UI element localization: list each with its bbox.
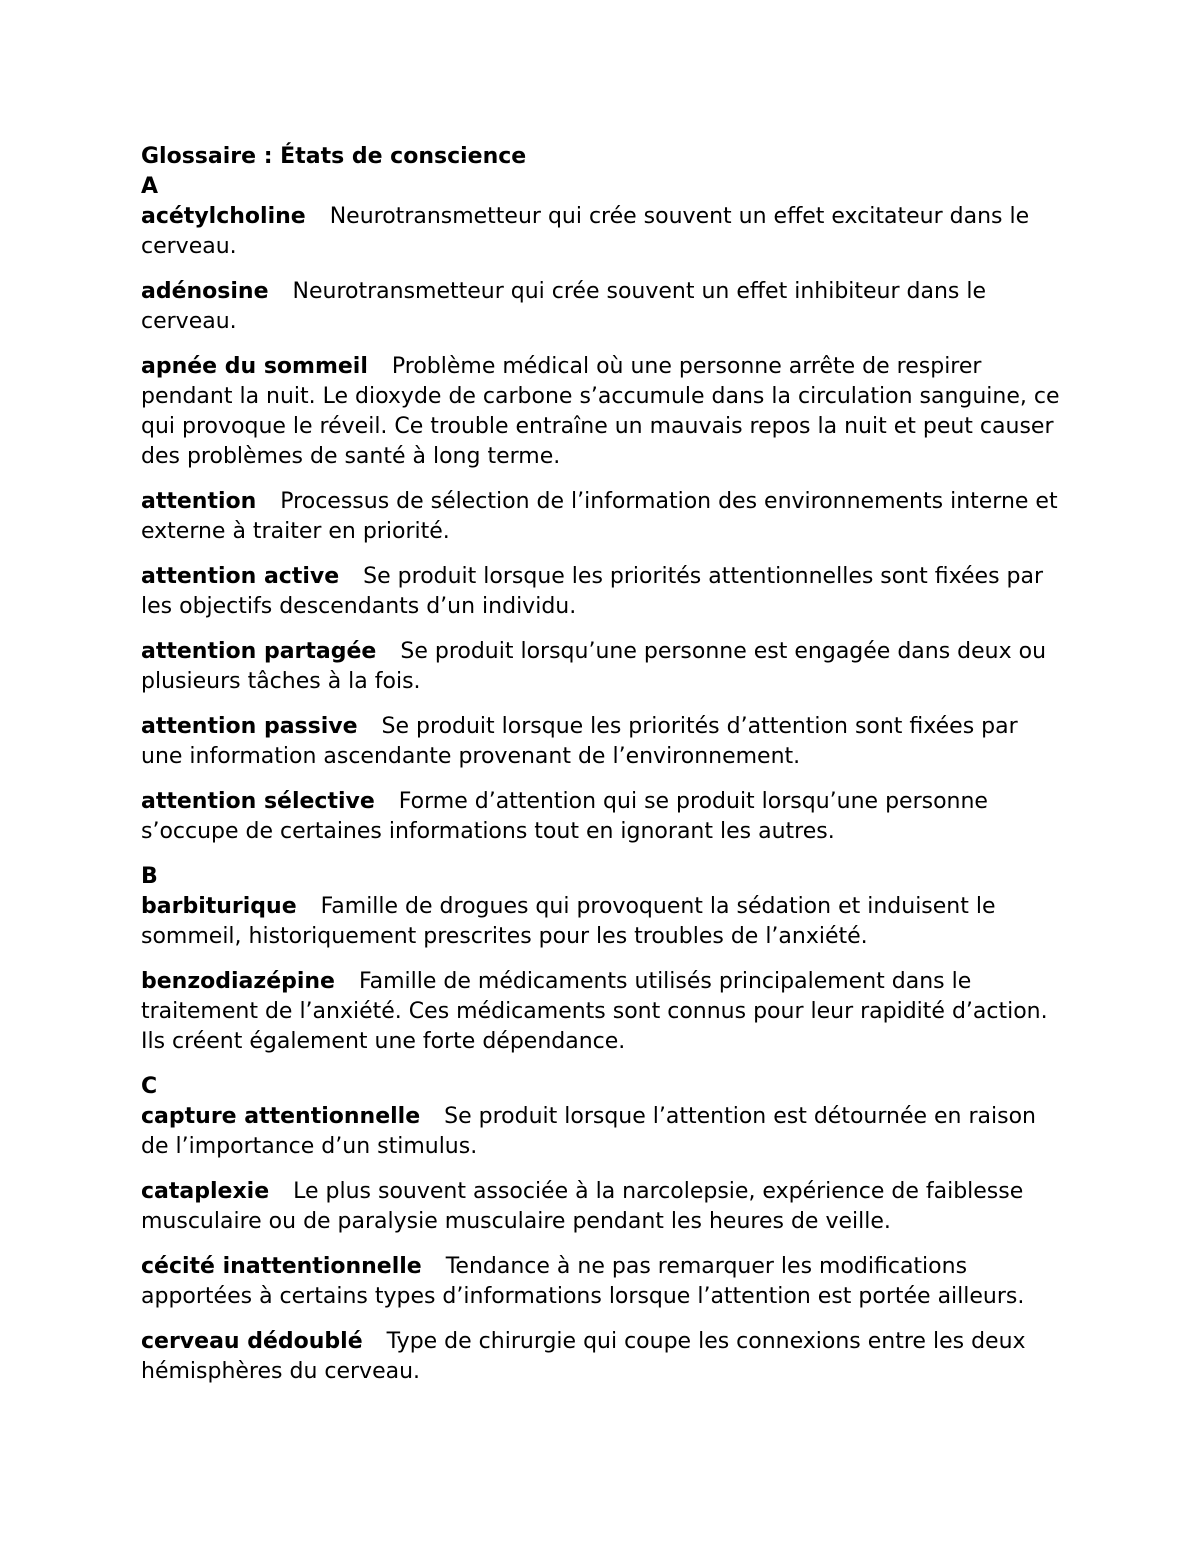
glossary-entry — [141, 277, 1066, 337]
glossary-entry — [141, 712, 1066, 772]
glossary-term: attention partagée — [141, 639, 377, 664]
glossary-section-a — [141, 172, 1066, 847]
glossary-definition: Se produit lorsqu’une personne est engagée dans deux ou plusieurs tâches à la fois. — [141, 639, 1047, 694]
glossary-definition: Se produit lorsque les priorités d’attention sont fixées par une information ascendante provenant de l’environnement. — [141, 714, 1018, 769]
glossary-entry — [141, 352, 1066, 472]
glossary-definition: Famille de médicaments utilisés principalement dans le traitement de l’anxiété. Ces médicaments sont connus pour leur rapidité d’action. Ils créent également une forte dépendance. — [141, 969, 1048, 1054]
document-title: Glossaire : États de conscience — [141, 144, 527, 169]
glossary-section-b — [141, 862, 1066, 1057]
glossary-definition: Type de chirurgie qui coupe les connexions entre les deux hémisphères du cerveau. — [141, 1329, 1026, 1384]
glossary-term: apnée du sommeil — [141, 354, 368, 379]
glossary-term: barbiturique — [141, 894, 297, 919]
section-letter: B — [141, 864, 158, 889]
glossary-entry — [141, 1252, 1066, 1312]
glossary-term: cataplexie — [141, 1179, 270, 1204]
glossary-definition: Neurotransmetteur qui crée souvent un effet inhibiteur dans le cerveau. — [141, 279, 987, 334]
glossary-term: attention passive — [141, 714, 358, 739]
glossary-entry — [141, 1327, 1066, 1387]
glossary-definition: Forme d’attention qui se produit lorsqu’une personne s’occupe de certaines informations tout en ignorant les autres. — [141, 789, 988, 844]
section-letter: A — [141, 174, 159, 199]
glossary-entry — [141, 487, 1066, 547]
glossary-entry — [141, 892, 1066, 952]
glossary-term: adénosine — [141, 279, 269, 304]
glossary-term: attention sélective — [141, 789, 375, 814]
glossary-entry — [141, 967, 1066, 1057]
glossary-entry — [141, 1102, 1066, 1162]
glossary-definition: Tendance à ne pas remarquer les modifications apportées à certains types d’informations lorsque l’attention est portée ailleurs. — [141, 1254, 1025, 1309]
glossary-definition: Problème médical où une personne arrête de respirer pendant la nuit. Le dioxyde de carbone s’accumule dans la circulation sanguine, ce qui provoque le réveil. Ce trouble entraîne un mauvais repos la nuit et peut causer des problèmes de santé à long terme. — [141, 354, 1060, 469]
glossary-term: attention — [141, 489, 257, 514]
glossary-term: acétylcholine — [141, 204, 306, 229]
glossary-term: benzodiazépine — [141, 969, 335, 994]
glossary-definition: Famille de drogues qui provoquent la sédation et induisent le sommeil, historiquement prescrites pour les troubles de l’anxiété. — [141, 894, 996, 949]
glossary-entry — [141, 787, 1066, 847]
section-letter: C — [141, 1074, 158, 1099]
glossary-entry — [141, 562, 1066, 622]
glossary-entry — [141, 202, 1066, 262]
glossary-term: cécité inattentionnelle — [141, 1254, 422, 1279]
glossary-definition: Le plus souvent associée à la narcolepsie, expérience de faiblesse musculaire ou de paralysie musculaire pendant les heures de veille. — [141, 1179, 1024, 1234]
glossary-term: cerveau dédoublé — [141, 1329, 363, 1354]
glossary-section-c — [141, 1072, 1066, 1387]
document-page — [141, 142, 1066, 1402]
glossary-definition: Se produit lorsque les priorités attentionnelles sont fixées par les objectifs descendants d’un individu. — [141, 564, 1044, 619]
glossary-entry — [141, 637, 1066, 697]
glossary-definition: Processus de sélection de l’information des environnements interne et externe à traiter en priorité. — [141, 489, 1058, 544]
glossary-term: capture attentionnelle — [141, 1104, 421, 1129]
glossary-definition: Se produit lorsque l’attention est détournée en raison de l’importance d’un stimulus. — [141, 1104, 1036, 1159]
glossary-definition: Neurotransmetteur qui crée souvent un effet excitateur dans le cerveau. — [141, 204, 1030, 259]
glossary-term: attention active — [141, 564, 340, 589]
glossary-entry — [141, 1177, 1066, 1237]
